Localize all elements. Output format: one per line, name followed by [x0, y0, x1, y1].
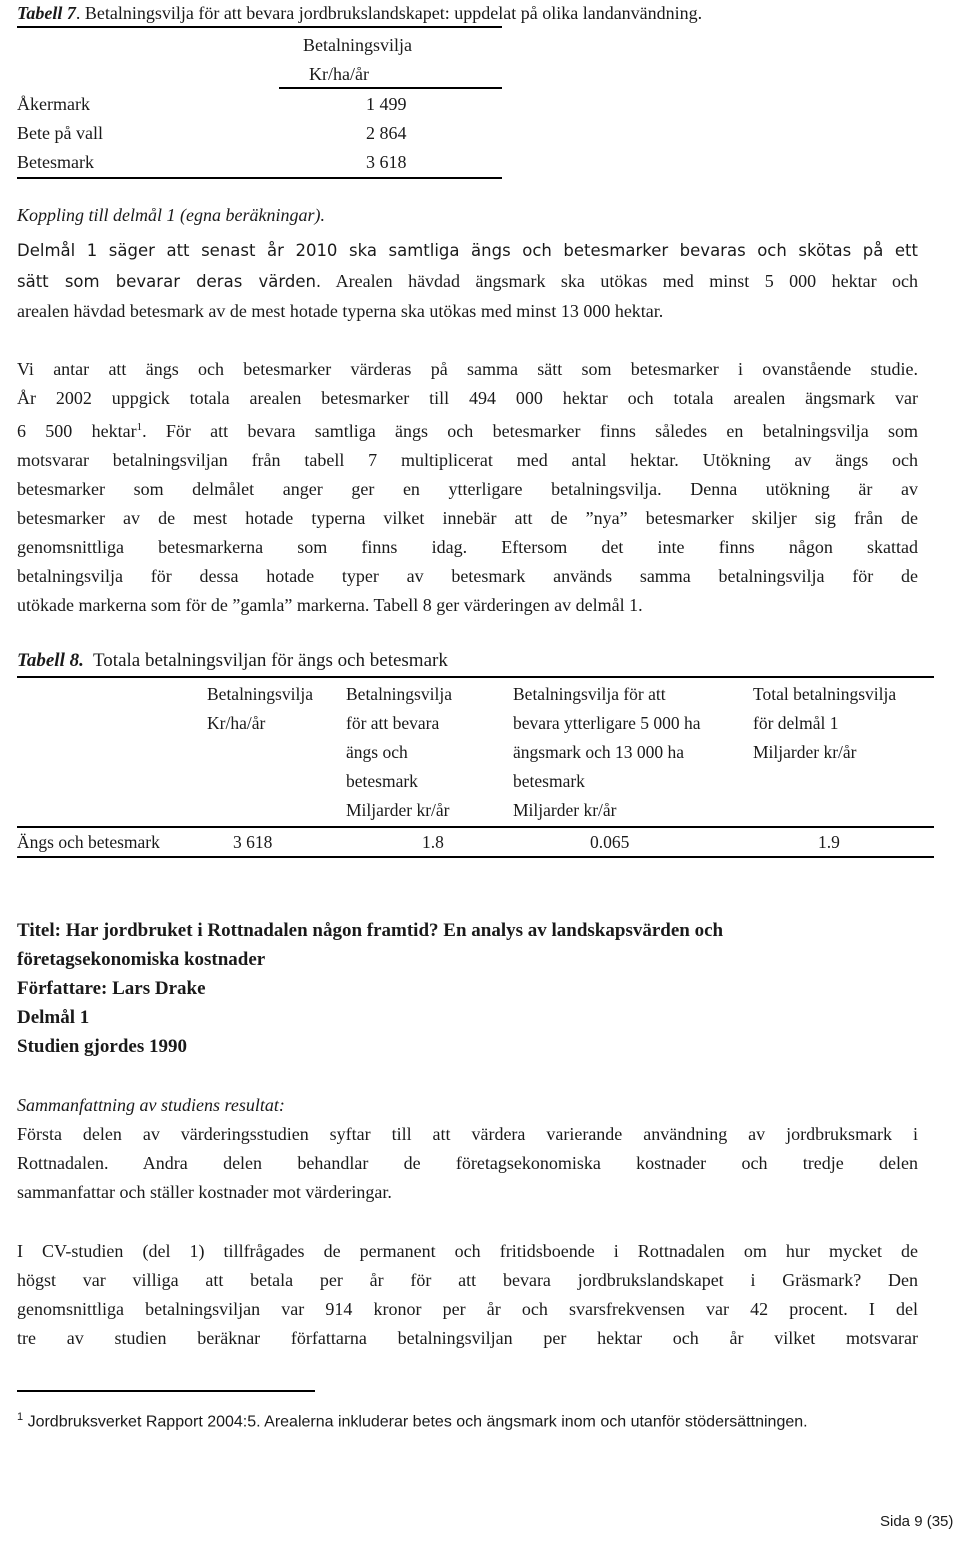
paragraph-line: I CV-studien (del 1) tillfrågades de permanent och fritidsboende i Rottnadalen om hur mycket de [17, 1241, 918, 1261]
table8-caption-label: Tabell 8. [17, 650, 84, 671]
delmal-paragraph [17, 236, 918, 266]
page-number: Sida 9 (35) [880, 1513, 954, 1530]
table8-header-line: ängs och [346, 742, 408, 762]
paragraph-line: tre av studien beräknar författarna betalningsviljan per hektar och år vilket motsvarar [17, 1328, 918, 1348]
table8-top-rule [17, 676, 934, 678]
paragraph-line: Delmål 1 säger att senast år 2010 ska samtliga ängs och betesmarker bevaras och skötas på ett [17, 241, 918, 260]
study-year: Studien gjordes 1990 [17, 1036, 187, 1057]
table8-row-value: 1.9 [818, 832, 840, 852]
paragraph-line: betalningsvilja för dessa hotade typer av betesmark används samma betalningsvilja för de [17, 566, 918, 586]
footnote [17, 1405, 877, 1434]
footnote-number: 1 [17, 1411, 24, 1423]
paragraph-line [17, 413, 918, 446]
table8-header-col4 [753, 680, 896, 767]
table8-header-line: Miljarder kr/år [513, 800, 617, 820]
table8-row-label: Ängs och betesmark [17, 832, 160, 852]
table8-header-col1 [207, 680, 313, 738]
table7-row-label: Åkermark [17, 94, 90, 114]
table7-row-label: Betesmark [17, 152, 94, 172]
koppling-heading: Koppling till delmål 1 (egna beräkningar). [17, 205, 325, 225]
table8-header-line: betesmark [346, 771, 418, 791]
table8-header-line: Betalningsvilja [207, 684, 313, 704]
paragraph-line: År 2002 uppgick totala arealen betesmarker till 494 000 hektar och totala arealen ängsmark var [17, 388, 918, 408]
table8-header-line: Miljarder kr/år [346, 800, 450, 820]
paragraph-line: motsvarar betalningsviljan från tabell 7 multiplicerat med antal hektar. Utökning av ängs och [17, 450, 918, 470]
study-title-line: Titel: Har jordbruket i Rottnadalen någon framtid? En analys av landskapsvärden och [17, 920, 724, 941]
table7-caption-label: Tabell 7 [17, 3, 76, 23]
study-goal: Delmål 1 [17, 1007, 90, 1028]
table8-row-value: 0.065 [590, 832, 630, 852]
paragraph-line: sammanfattar och ställer kostnader mot värderingar. [17, 1182, 392, 1202]
paragraph-line: utökade markerna som för de ”gamla” markerna. Tabell 8 ger värderingen av delmål 1. [17, 595, 643, 615]
paragraph-line: arealen hävdad betesmark av de mest hotade typerna ska utökas med minst 13 000 hektar. [17, 301, 664, 321]
cv-paragraph [17, 1237, 918, 1353]
table8-caption [17, 646, 448, 676]
table7-row-label: Bete på vall [17, 123, 103, 143]
table7-header-line2: Kr/ha/år [309, 64, 369, 84]
footnote-separator [17, 1390, 315, 1392]
summary-heading: Sammanfattning av studiens resultat: [17, 1095, 285, 1115]
paragraph-line [17, 266, 918, 297]
study-title-line: företagsekonomiska kostnader [17, 949, 266, 970]
table7-row-value: 3 618 [366, 152, 407, 172]
paragraph-line-part: 6 500 hektar [17, 421, 137, 441]
paragraph-line: betesmarker av de mest hotade typerna vilket innebär att de ”nya” betesmarker skiljer sig från de [17, 508, 918, 528]
paragraph-line: högst var villiga att betala per år för att bevara jordbrukslandskapet i Gräsmark? Den [17, 1270, 918, 1290]
table8-header-line: för delmål 1 [753, 713, 839, 733]
summary-paragraph [17, 1120, 918, 1207]
paragraph-line: Vi antar att ängs och betesmarker värderas på samma sätt som betesmarker i ovanstående studie. [17, 359, 918, 379]
table8-header-col2 [346, 680, 452, 825]
table8-header-line: Miljarder kr/år [753, 742, 857, 762]
paragraph-line: genomsnittliga betesmarkerna som finns idag. Eftersom det inte finns någon skattad [17, 537, 918, 557]
table8-header-line: Betalningsvilja [346, 684, 452, 704]
table8-header-line: bevara ytterligare 5 000 ha [513, 713, 701, 733]
footnote-text: Jordbruksverket Rapport 2004:5. Arealerna inkluderar betes och ängsmark inom och utanför stödersättningen. [27, 1413, 808, 1431]
table7-row-value: 1 499 [366, 94, 407, 114]
table8-header-line: betesmark [513, 771, 585, 791]
table8-header-line: Kr/ha/år [207, 713, 266, 733]
paragraph-line-part: sätt som bevarar deras värden. [17, 272, 322, 291]
table7-caption [17, 0, 702, 26]
paragraph-line: genomsnittliga betalningsviljan var 914 kronor per år och svarsfrekvensen var 42 procent. I del [17, 1299, 918, 1319]
table8-bottom-rule [17, 856, 934, 858]
table7-row-value: 2 864 [366, 123, 407, 143]
table8-header-line: ängsmark och 13 000 ha [513, 742, 685, 762]
paragraph-line: Rottnadalen. Andra delen behandlar de företagsekonomiska kostnader och tredje delen [17, 1153, 918, 1173]
paragraph-line-part: Arealen hävdad ängsmark ska utökas med minst 5 000 hektar och [335, 271, 919, 291]
paragraph-line-part: . För att bevara samtliga ängs och betesmarker finns således en betalningsvilja som [142, 421, 918, 441]
table8-row-value: 3 618 [233, 832, 273, 852]
table7-top-rule [17, 26, 502, 28]
table7-bottom-rule [17, 177, 502, 179]
table8-header-line: Total betalningsvilja [753, 684, 897, 704]
footnote-ref: 1 [136, 421, 143, 433]
table8-header-col3 [513, 680, 701, 825]
table8-header-line: för att bevara [346, 713, 440, 733]
paragraph-line: Första delen av värderingsstudien syftar till att värdera varierande användning av jordbruksmark i [17, 1124, 918, 1144]
paragraph-line: betesmarker som delmålet anger ger en ytterligare betalningsvilja. Denna utökning är av [17, 479, 918, 499]
table8-caption-text: Totala betalningsviljan för ängs och betesmark [93, 650, 448, 671]
table7-header-line1: Betalningsvilja [303, 35, 412, 55]
paragraph2 [17, 355, 918, 620]
table7-caption-text: . Betalningsvilja för att bevara jordbrukslandskapet: uppdelat på olika landanvändning. [75, 3, 703, 23]
table8-row-value: 1.8 [422, 832, 444, 852]
table7-header-rule [279, 87, 502, 89]
study-author: Författare: Lars Drake [17, 978, 206, 999]
table8-header-line: Betalningsvilja för att [513, 684, 666, 704]
